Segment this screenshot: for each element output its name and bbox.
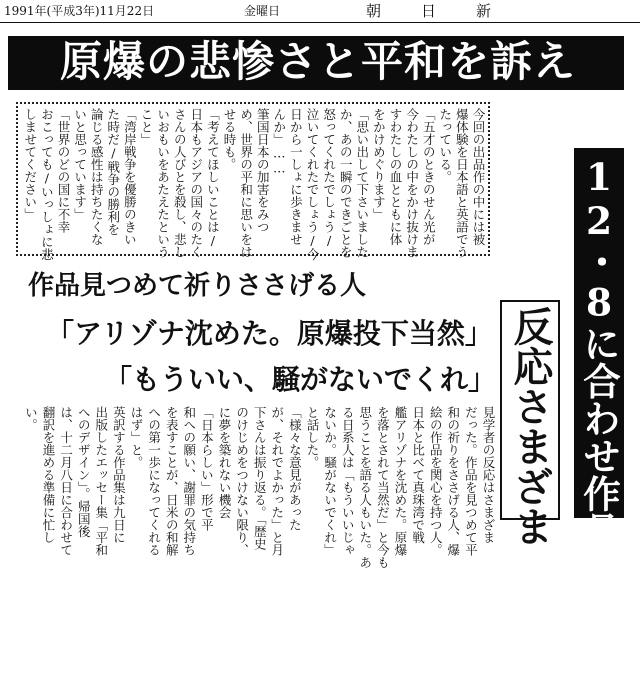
text-column: 泣いてくれたでしょう/今 (305, 108, 320, 261)
text-column: への第一歩になってくれる (146, 406, 162, 556)
text-column: 爆体験を日本語と英語でう (454, 108, 470, 258)
text-column: すわたしの血とともに体 (388, 108, 403, 246)
text-column: か、あの一瞬のできごとを (338, 108, 354, 258)
sub-headline-1: 作品見つめて祈りささげる人 (28, 271, 367, 301)
text-column: 出版したエッセー集「平和 (93, 406, 109, 556)
banner-headline: 原爆の悲惨さと平和を訴え (60, 37, 577, 86)
text-column: 日本もアジアの国々のたく (188, 108, 204, 258)
text-column: だった。作品を見つめて平 (463, 406, 479, 556)
text-column: 「考えてほしいことは/ (205, 108, 221, 248)
text-column: しませてください」 (22, 108, 38, 221)
text-column: 下さんは振り返る。「歴史 (252, 406, 268, 550)
text-column: 思うことを語る人もいた。あ (357, 406, 373, 569)
text-column: が、それでよかった」と月 (269, 406, 285, 556)
text-column: を表すことが、日米の和解 (164, 406, 180, 556)
text-column: 「世界のどの国に不幸 (56, 108, 71, 233)
sub-headline-2: 「アリゾナ沈めた。原爆投下当然」 (46, 317, 493, 350)
text-column: は、十二月八日に合わせて (58, 406, 74, 556)
text-column: 筆国日本の加害をみつ (255, 108, 271, 233)
text-column: に夢を築れない機会 (217, 406, 232, 519)
text-column: た時だ/戦争の勝利を (105, 108, 121, 236)
text-column: のけじめをつけない限り、 (234, 406, 250, 556)
text-column: 「日本らしい」形で平 (199, 406, 215, 531)
text-column: 今回の出品作の中には被 (471, 108, 486, 246)
text-column: 「思い出して下さいました (354, 108, 370, 258)
text-column: はず」と。 (129, 406, 144, 469)
text-column: 艦アリゾナを沈めた。原爆 (393, 406, 408, 556)
text-column: 「様々な意見があった (287, 406, 303, 531)
text-column: 「湾岸戦争を優勝のきい (122, 108, 138, 246)
text-column: せる時も。 (222, 108, 237, 171)
text-column: い。 (23, 406, 39, 431)
date-line: 1991年(平成3年)11月22日 (4, 4, 155, 18)
text-column: め、世界の平和に思いをは (238, 108, 254, 258)
text-column: る日系人は「もういいじゃ (340, 406, 356, 556)
weekday: 金曜日 (244, 4, 281, 18)
text-column: と話した。 (305, 406, 320, 469)
paper-name: 朝日新 (366, 2, 532, 20)
masthead-rule (0, 22, 640, 23)
text-column: 見学者の反応はさまざま (481, 406, 496, 544)
text-column: を落とされて当然だ」と今も (375, 406, 391, 569)
text-column: さんの人びとを殺し、悲し (172, 108, 188, 258)
text-column: 今わたしの中をかけ抜けま (404, 108, 420, 258)
text-column: 「五才のときのせん光が (421, 108, 437, 246)
text-column: 翻訳を進める準備に忙し (41, 406, 56, 544)
right-headline: 12・8に合わせ作品集を英訳 (577, 155, 621, 700)
text-column: 論じる感性は持ちたくな (89, 108, 105, 246)
text-column: おこっても/いっしょに悲 (39, 108, 55, 261)
text-column: をかけめぐります」 (371, 108, 387, 221)
text-column: いと思っています」 (72, 108, 88, 221)
text-column: 怒ってくれたでしょう/ (321, 108, 337, 248)
text-column: 和への願い、謝罪の気持ち (181, 406, 197, 556)
text-column: いおもいをあたえたという (155, 108, 171, 258)
text-column: 和の祈りをささげる人、爆 (445, 406, 461, 556)
text-column: 日本と比べて真珠湾で戦 (410, 406, 426, 544)
text-column: ないか。騒がないでくれ」 (322, 406, 338, 556)
text-column: んか」…… (271, 108, 287, 176)
text-column: こと」 (139, 108, 154, 146)
text-column: 絵の作品を関心を持つ人。 (428, 406, 444, 556)
text-column: 英訳する作品集は九日に (111, 406, 127, 544)
text-column: 日から一しょに歩きませ (288, 108, 304, 246)
sub-vertical-headline: 反応さまざま (507, 306, 553, 546)
text-column: へのデザイン」。帰国後 (76, 406, 92, 538)
text-column: たっている。 (437, 108, 453, 183)
sub-headline-3: 「もういい、騒がないでくれ」 (104, 363, 497, 396)
